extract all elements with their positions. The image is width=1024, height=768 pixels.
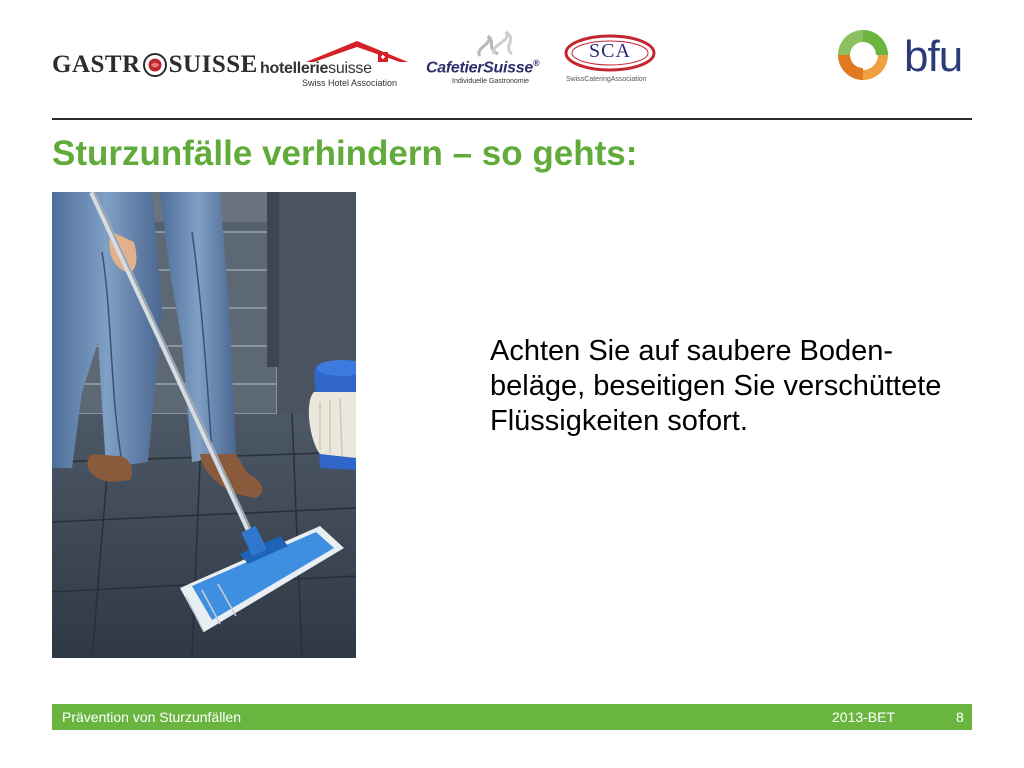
body-line-3: Flüssigkeiten sofort. (490, 405, 748, 437)
registered-mark: ® (532, 58, 540, 68)
hotelleriesuisse-name (260, 60, 372, 78)
rose-icon (142, 52, 168, 78)
body-text (490, 334, 970, 439)
body-line-1: Achten Sie auf saubere Boden- (490, 335, 894, 367)
bfu-logo (834, 26, 974, 92)
slide-title: Sturzunfälle verhindern – so gehts: (52, 134, 638, 173)
header-divider (52, 118, 972, 120)
logo-bar (52, 28, 972, 98)
footer-bar (52, 704, 972, 730)
hotelleriesuisse-name-a: hotellerie (260, 60, 329, 77)
hotelleriesuisse-logo (260, 38, 410, 88)
cafetiersuisse-name (426, 58, 539, 77)
gastrosuisse-logo (52, 50, 258, 80)
bfu-name: bfu (904, 32, 963, 81)
mop-floor-photo (52, 192, 356, 658)
hotelleriesuisse-name-b: suisse (328, 60, 372, 77)
footer-code: 2013-BET (832, 709, 896, 725)
sca-subtitle: SwissCateringAssociation (566, 76, 647, 83)
footer-label: Prävention von Sturzunfällen (62, 709, 241, 725)
cafetiersuisse-logo (426, 30, 546, 90)
sca-name: SCA (589, 40, 631, 62)
cafetiersuisse-name-text: CafetierSuisse (426, 59, 533, 77)
page-number: 8 (956, 709, 964, 725)
hotelleriesuisse-subtitle: Swiss Hotel Association (302, 78, 398, 88)
gastrosuisse-wordmark-a: GASTR (52, 51, 141, 78)
sca-logo (560, 32, 660, 88)
gastrosuisse-wordmark-b: SUISSE (168, 51, 258, 78)
cafetiersuisse-subtitle: Individuelle Gastronomie (452, 78, 530, 85)
steam-icon (472, 30, 522, 58)
bfu-mark-icon (834, 26, 892, 84)
body-line-2: beläge, beseitigen Sie verschüttete (490, 370, 942, 402)
mop-floor-illustration (52, 192, 356, 658)
